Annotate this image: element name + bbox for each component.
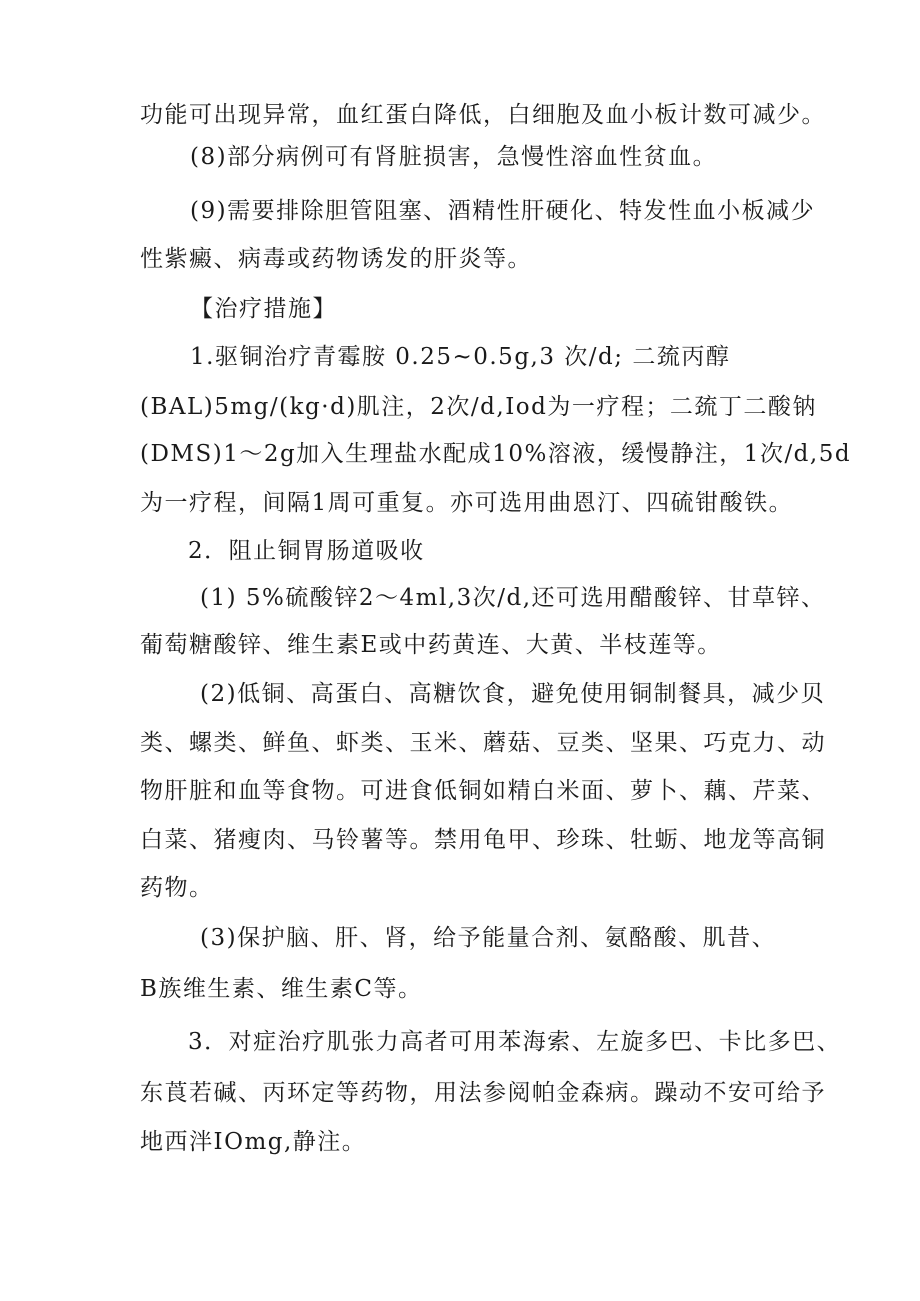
paragraph-line: (3)保护脑、肝、肾，给予能量合剂、氨酪酸、肌昔、: [200, 925, 777, 951]
paragraph-line: 药物。: [140, 875, 214, 901]
paragraph-line: 1.驱铜治疗青霉胺 0.25~0.5g,3 次/d; 二巯丙醇: [190, 344, 731, 370]
paragraph-line: 白菜、猪瘦肉、马铃薯等。禁用龟甲、珍珠、牡蛎、地龙等高铜: [140, 827, 826, 853]
paragraph-line: 东莨若碱、丙环定等药物，用法参阅帕金森病。躁动不安可给予: [140, 1080, 826, 1106]
paragraph-line: (2)低铜、高蛋白、高糖饮食，避免使用铜制餐具，减少贝: [200, 681, 826, 707]
paragraph-line: (9)需要排除胆管阻塞、酒精性肝硬化、特发性血小板减少: [190, 198, 816, 224]
paragraph-line: 葡萄糖酸锌、维生素E或中药黄连、大黄、半枝莲等。: [140, 632, 722, 658]
section-heading: 2．阻止铜胃肠道吸收: [188, 538, 425, 564]
paragraph-line: 物肝脏和血等食物。可进食低铜如精白米面、萝卜、藕、芹菜、: [140, 778, 826, 804]
paragraph-line: 为一疗程，间隔1周可重复。亦可选用曲恩汀、四硫钳酸铁。: [140, 490, 794, 516]
paragraph-line: 地西泮IOmg,静注。: [140, 1129, 367, 1155]
paragraph-line: (1) 5%硫酸锌2～4ml,3次/d,还可选用醋酸锌、甘草锌、: [200, 585, 826, 611]
paragraph-line: 性紫癜、病毒或药物诱发的肝炎等。: [140, 246, 532, 272]
section-heading: 【治疗措施】: [190, 296, 337, 322]
paragraph-line: 功能可出现异常，血红蛋白降低，白细胞及血小板计数可减少。: [140, 102, 826, 128]
paragraph-line: (BAL)5mg/(kg·d)肌注，2次/d,Iod为一疗程；二巯丁二酸钠: [140, 394, 817, 420]
paragraph-line: 3．对症治疗肌张力高者可用苯海索、左旋多巴、卡比多巴、: [188, 1029, 842, 1055]
paragraph-line: (8)部分病例可有肾脏损害，急慢性溶血性贫血。: [190, 144, 718, 170]
paragraph-line: 类、螺类、鲜鱼、虾类、玉米、蘑菇、豆类、坚果、巧克力、动: [140, 730, 826, 756]
paragraph-line: (DMS)1～2g加入生理盐水配成10%溶液，缓慢静注，1次/d,5d: [140, 441, 852, 467]
paragraph-line: B族维生素、维生素C等。: [140, 976, 423, 1002]
